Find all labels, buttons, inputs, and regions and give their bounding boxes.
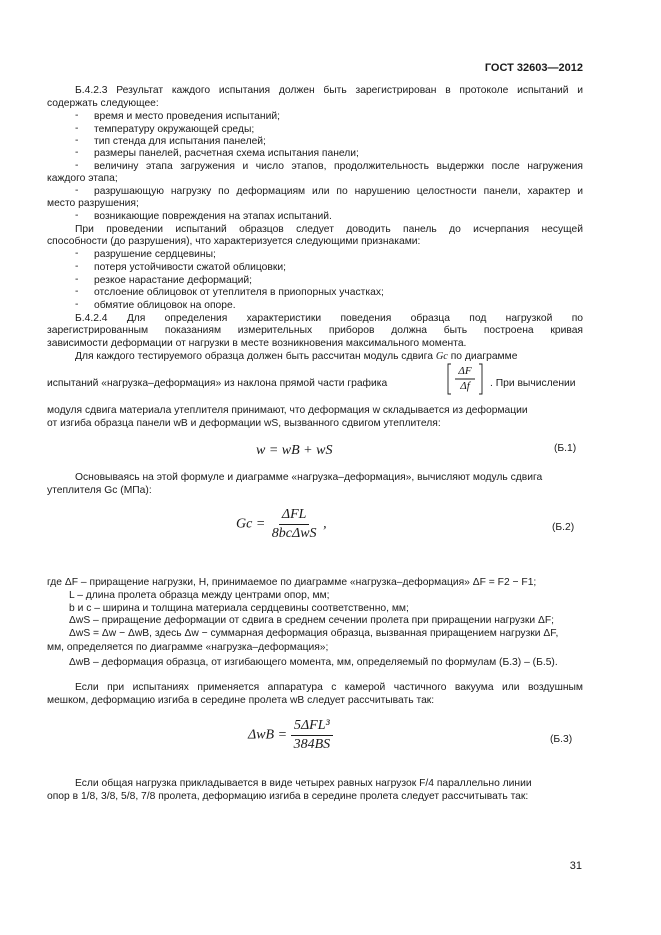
list-item-continuation: каждого этапа; — [47, 173, 118, 184]
paragraph-total-line2: опор в 1/8, 3/8, 5/8, 7/8 пролета, деформацию изгиба в середине пролета следует рассчитывать так: — [47, 791, 529, 802]
where-line: ΔwB – деформация образца, от изгибающего момента, мм, определяемый по формулам (Б.3) – (Б.5). — [69, 657, 558, 668]
paragraph-b423-line2: содержать следующее: — [47, 98, 159, 109]
text-segment: Для каждого тестируемого образца должен быть рассчитан модуль сдвига — [75, 351, 436, 362]
list-item: размеры панелей, расчетная схема испытания панели; — [94, 148, 359, 159]
fraction-denominator: 8bcΔwS — [271, 526, 317, 541]
list-dash: - — [75, 286, 79, 297]
graph-slope-fraction — [446, 362, 484, 396]
paragraph-vacuum-line1: Если при испытаниях применяется аппаратура с камерой частичного вакуума или воздушным — [75, 682, 583, 693]
list-dash: - — [75, 123, 79, 134]
list-item-continuation: место разрушения; — [47, 198, 139, 209]
list-dash: - — [75, 110, 79, 121]
paragraph-b423-line1: Б.4.2.3 Результат каждого испытания должен быть зарегистрирован в протоколе испытаний и — [75, 85, 583, 96]
list-item: разрушающую нагрузку по деформациям или по нарушению целостности панели, характер и — [94, 186, 583, 197]
paragraph-vacuum-line2: мешком, деформацию изгиба в середине пролета wB следует рассчитывать так: — [47, 695, 435, 706]
paragraph-testing-line1: При проведении испытаний образцов следует доводить панель до исчерпания несущей — [75, 224, 583, 235]
paragraph-each-line2-right: . При вычислении — [490, 378, 576, 389]
paragraph-based-line2: утеплителя Gc (МПа): — [47, 485, 152, 496]
paragraph-each-line3: модуля сдвига материала утеплителя принимают, что деформация w складывается из деформации — [47, 405, 528, 416]
equation-b1: w = wB + wS — [256, 443, 333, 458]
paragraph-b424-line1: Б.4.2.4 Для определения характеристики поведения образца под нагрузкой по — [75, 313, 583, 324]
list-dash: - — [75, 147, 79, 158]
where-line: b и c – ширина и толщина материала сердцевины соответственно, мм; — [69, 603, 409, 614]
equation-number-b1: (Б.1) — [554, 443, 577, 454]
list-dash: - — [75, 299, 79, 310]
paragraph-b424-line2: зарегистрированным показаниям измерительных приборов должна быть построена кривая — [47, 325, 583, 336]
fraction-denominator: 384BS — [293, 737, 331, 752]
page-number: 31 — [569, 860, 582, 872]
list-dash: - — [75, 185, 79, 196]
text-segment: по диаграмме — [447, 351, 518, 362]
list-dash: - — [75, 135, 79, 146]
list-item: температуру окружающей среды; — [94, 124, 255, 135]
symbol-gc: Gc — [435, 351, 448, 362]
list-dash: - — [75, 210, 79, 221]
equation-lhs: ΔwB = — [248, 727, 288, 743]
paragraph-each-line4: от изгиба образца панели wB и деформации wS, вызванного сдвигом утеплителя: — [47, 418, 441, 429]
list-item: резкое нарастание деформаций; — [94, 275, 252, 286]
equation-tail: , — [323, 516, 327, 532]
fraction-numerator: ΔF — [458, 365, 472, 377]
where-line: ΔwS = Δw − ΔwB, здесь Δw − суммарная деформация образца, вызванная приращением нагрузки ΔF, — [69, 628, 559, 639]
list-item: отслоение облицовок от утеплителя в приопорных участках; — [94, 287, 384, 298]
list-dash: - — [75, 248, 79, 259]
equation-number-b2: (Б.2) — [552, 522, 575, 533]
fraction-denominator: Δf — [460, 380, 470, 392]
paragraph-b424-line3: зависимости деформации от нагрузки в месте возникновения максимального момента. — [47, 338, 467, 349]
equation-lhs: Gc = — [236, 516, 266, 532]
list-dash: - — [75, 160, 79, 171]
fraction-numerator: ΔFL — [279, 507, 310, 525]
where-line: мм, определяется по диаграмме «нагрузка–деформация»; — [47, 642, 329, 653]
fraction-numerator: 5ΔFL³ — [291, 718, 333, 736]
where-line: где ΔF – приращение нагрузки, Н, принимаемое по диаграмме «нагрузка–деформация» ΔF = F2 − F1; — [47, 577, 537, 588]
list-dash: - — [75, 261, 79, 272]
list-item: тип стенда для испытания панелей; — [94, 136, 266, 147]
equation-number-b3: (Б.3) — [550, 734, 573, 745]
where-line: ΔwS – приращение деформации от сдвига в среднем сечении пролета при приращении нагрузки ΔF; — [69, 615, 555, 626]
equation-b3 — [248, 718, 333, 753]
list-item: время и место проведения испытаний; — [94, 111, 280, 122]
list-item: обмятие облицовок на опоре. — [94, 300, 236, 311]
equation-fraction — [291, 718, 334, 753]
equation-fraction — [269, 507, 320, 542]
list-item: разрушение сердцевины; — [94, 249, 216, 260]
paragraph-total-line1: Если общая нагрузка прикладывается в виде четырех равных нагрузок F/4 параллельно линии — [75, 778, 532, 789]
list-dash: - — [75, 274, 79, 285]
list-item: потеря устойчивости сжатой облицовки; — [94, 262, 286, 273]
paragraph-based-line1: Основываясь на этой формуле и диаграмме «нагрузка–деформация», вычисляют модуль сдвига — [75, 472, 543, 483]
where-line: L – длина пролета образца между центрами опор, мм; — [69, 590, 330, 601]
list-item: величину этапа загружения и число этапов, продолжительность выдержки после нагружения — [94, 161, 583, 172]
paragraph-each-line2-left: испытаний «нагрузка–деформация» из наклона прямой части графика — [47, 378, 388, 389]
equation-b2 — [236, 507, 327, 542]
document-header-standard: ГОСТ 32603—2012 — [484, 62, 583, 74]
paragraph-testing-line2: способности (до разрушения), что характеризуется следующими признаками: — [47, 236, 421, 247]
list-item: возникающие повреждения на этапах испытаний. — [94, 211, 332, 222]
